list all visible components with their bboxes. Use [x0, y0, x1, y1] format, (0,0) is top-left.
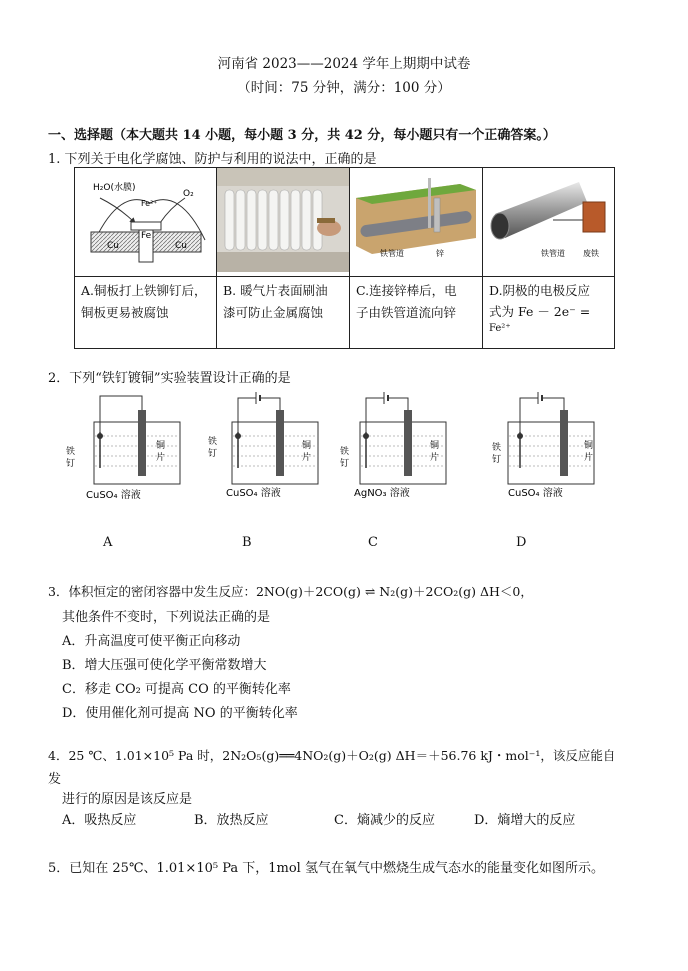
label-fe2: Fe²⁺: [141, 199, 158, 208]
svg-text:片: 片: [302, 453, 312, 463]
apparatus-c-label: C: [368, 535, 378, 550]
q1-figure-d: [483, 168, 615, 277]
q4-option-d[interactable]: D．熵增大的反应: [474, 813, 576, 828]
svg-text:铁: 铁: [66, 447, 76, 457]
svg-text:铁: 铁: [492, 443, 502, 453]
label-scrap-iron: 废铁: [583, 249, 599, 258]
q3-option-a[interactable]: A．升高温度可使平衡正向移动: [62, 634, 241, 649]
q3-stem-line1: 3．体积恒定的密闭容器中发生反应：2NO(g)＋2CO(g) ⇌ N₂(g)＋2CO₂(g) ΔH＜0，: [48, 584, 533, 599]
radiator-photo: [217, 168, 349, 272]
apparatus-d: [480, 392, 604, 504]
q3-stem-line2: 其他条件不变时，下列说法正确的是: [62, 610, 271, 625]
q1-option-d-line1: D.阴极的电极反应: [489, 283, 591, 298]
q1-option-d-line3: Fe²⁺: [489, 323, 511, 334]
q1-option-c[interactable]: [350, 277, 483, 349]
q4-option-c[interactable]: C．熵减少的反应: [334, 813, 435, 828]
label-fe: Fe: [141, 231, 152, 241]
svg-text:钉: 钉: [208, 449, 218, 459]
q4-option-b[interactable]: B．放热反应: [194, 813, 269, 828]
q3-option-d[interactable]: D．使用催化剂可提高 NO 的平衡转化率: [62, 706, 298, 721]
label-pipe-d: 铁管道: [541, 249, 565, 258]
apparatus-a-label: A: [103, 535, 113, 550]
label-pipe-c: 铁管道: [380, 249, 404, 258]
q4-stem-line2: 发: [48, 772, 62, 787]
label-cu-right: Cu: [175, 241, 187, 251]
pipe-zinc-diagram: [350, 168, 482, 272]
q1-stem: 1. 下列关于电化学腐蚀、防护与利用的说法中，正确的是: [48, 152, 377, 167]
svg-text:铜: 铜: [302, 441, 312, 451]
svg-text:片: 片: [584, 453, 594, 463]
q2-stem: 2．下列“铁钉镀铜”实验装置设计正确的是: [48, 371, 291, 386]
q1-option-a-line2: 铜板更易被腐蚀: [81, 305, 169, 320]
q1-figure-c: [350, 168, 483, 277]
apparatus-b-label: B: [242, 535, 252, 550]
q1-option-a-line1: A.铜板打上铁铆钉后，: [81, 283, 207, 298]
q1-option-c-line1: C.连接锌棒后，电: [356, 283, 457, 298]
apparatus-a-solution: CuSO₄ 溶液: [86, 490, 141, 501]
svg-text:钉: 钉: [492, 455, 502, 465]
q4-stem-line1: 4．25 ℃、1.01×10⁵ Pa 时，2N₂O₅(g)══4NO₂(g)＋O₂(g) ΔH＝＋56.76 kJ・mol⁻¹，该反应能自: [48, 748, 616, 763]
q3-option-c[interactable]: C．移走 CO₂ 可提高 CO 的平衡转化率: [62, 682, 291, 697]
q1-option-b-line1: B. 暖气片表面刷油: [223, 283, 328, 298]
svg-text:铜: 铜: [584, 441, 594, 451]
svg-text:铜: 铜: [430, 441, 440, 451]
section-heading: 一、选择题（本大题共 14 小题，每小题 3 分，共 42 分，每小题只有一个正确答案。）: [48, 128, 556, 143]
q4-option-a[interactable]: A．吸热反应: [62, 813, 137, 828]
svg-text:铜: 铜: [156, 441, 166, 451]
apparatus-b: [204, 392, 324, 504]
pipe-scrap-diagram: [483, 168, 614, 272]
q1-option-d-line2: 式为 Fe － 2e⁻ =: [489, 304, 591, 319]
label-o2: O₂: [183, 189, 194, 199]
q1-figure-b: [217, 168, 350, 277]
q4-stem-line3: 进行的原因是该反应是: [62, 792, 193, 807]
q1-option-b[interactable]: [217, 277, 350, 349]
apparatus-c-solution: AgNO₃ 溶液: [354, 488, 410, 499]
q1-option-c-line2: 子由铁管道流向锌: [356, 305, 457, 320]
q1-option-b-line2: 漆可防止金属腐蚀: [223, 305, 324, 320]
apparatus-c: [332, 392, 452, 504]
label-cu-left: Cu: [107, 241, 119, 251]
apparatus-a: [66, 392, 186, 504]
label-zinc: 锌: [436, 249, 444, 258]
svg-text:钉: 钉: [340, 459, 350, 469]
q1-figure-a: [75, 168, 217, 277]
svg-text:片: 片: [430, 453, 440, 463]
svg-text:片: 片: [156, 453, 166, 463]
q5-stem: 5．已知在 25℃、1.01×10⁵ Pa 下，1mol 氢气在氧气中燃烧生成气态水的能量变化如图所示。: [48, 861, 604, 876]
apparatus-b-solution: CuSO₄ 溶液: [226, 488, 281, 499]
svg-text:铁: 铁: [340, 447, 350, 457]
svg-text:钉: 钉: [66, 459, 76, 469]
q1-option-d[interactable]: [483, 277, 615, 349]
apparatus-d-label: D: [516, 535, 527, 550]
q1-table: [74, 167, 615, 349]
label-water-film: H₂O(水膜): [93, 183, 136, 193]
page-subtitle: （时间：75 分钟，满分：100 分）: [237, 80, 451, 96]
svg-text:铁: 铁: [208, 437, 218, 447]
page-title: 河南省 2023——2024 学年上期期中试卷: [217, 56, 471, 72]
apparatus-d-solution: CuSO₄ 溶液: [508, 488, 563, 499]
q3-option-b[interactable]: B．增大压强可使化学平衡常数增大: [62, 658, 267, 673]
q1-option-a[interactable]: [75, 277, 217, 349]
